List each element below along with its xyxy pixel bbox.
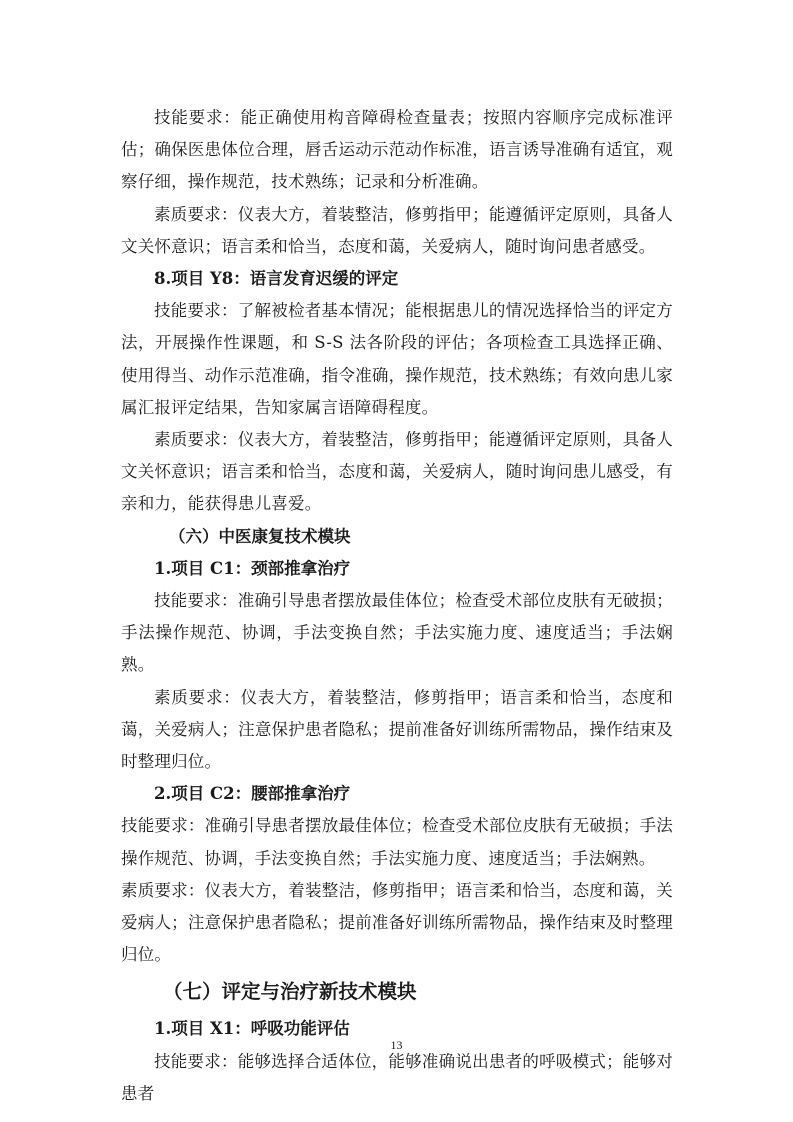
heading-item-y8: 8.项目 Y8：语言发育迟缓的评定 bbox=[154, 269, 399, 289]
paragraph-quality-requirements: 素质要求：仪表大方，着装整洁，修剪指甲；能遵循评定原则，具备人文关怀意识；语言柔和恰当，态度和蔼，关爱病人，随时询问患儿感受，有亲和力，能获得患儿喜爱。 bbox=[121, 430, 673, 514]
paragraph-skill-requirements: 技能要求：能正确使用构音障碍检查量表；按照内容顺序完成标准评估；确保医患体位合理，唇舌运动示范动作标准，语言诱导准确有适宜，观察仔细，操作规范，技术熟练；记录和分析准确。 bbox=[121, 108, 673, 192]
page-content bbox=[121, 102, 673, 1110]
section-heading-new-tech-module: （七）评定与治疗新技术模块 bbox=[163, 980, 417, 1004]
paragraph-skill-requirements: 技能要求：准确引导患者摆放最佳体位；检查受术部位皮肤有无破损；手法操作规范、协调，手法变换自然；手法实施力度、速度适当；手法娴熟。 bbox=[121, 816, 673, 868]
heading-item-c2: 2.项目 C2：腰部推拿治疗 bbox=[154, 784, 351, 804]
paragraph-skill-requirements: 技能要求：准确引导患者摆放最佳体位；检查受术部位皮肤有无破损；手法操作规范、协调，手法变换自然；手法实施力度、速度适当；手法娴熟。 bbox=[121, 591, 673, 675]
paragraph-quality-requirements: 素质要求：仪表大方，着装整洁，修剪指甲；语言柔和恰当，态度和蔼，关爱病人；注意保护患者隐私；提前准备好训练所需物品，操作结束及时整理归位。 bbox=[121, 880, 673, 965]
heading-item-c1: 1.项目 C1：颈部推拿治疗 bbox=[154, 558, 351, 578]
paragraph-skill-requirements: 技能要求：了解被检者基本情况；能根据患儿的情况选择恰当的评定方法，开展操作性课题，和 S-S 法各阶段的评估；各项检查工具选择正确、使用得当、动作示范准确，指令准确，操作规范，技术熟练；有效向患儿家属汇报评定结果，告知家属言语障碍程度。 bbox=[121, 301, 673, 417]
paragraph-skill-requirements: 技能要求：能够选择合适体位，能够准确说出患者的呼吸模式；能够对患者 bbox=[121, 1051, 673, 1103]
paragraph-quality-requirements: 素质要求：仪表大方，着装整洁，修剪指甲；能遵循评定原则，具备人文关怀意识；语言柔和恰当，态度和蔼，关爱病人，随时询问患者感受。 bbox=[121, 204, 673, 256]
heading-item-x1: 1.项目 X1：呼吸功能评估 bbox=[154, 1019, 350, 1039]
section-heading-tcm-module: （六）中医康复技术模块 bbox=[169, 526, 351, 546]
page-number: 13 bbox=[390, 1038, 403, 1052]
paragraph-quality-requirements: 素质要求：仪表大方，着装整洁，修剪指甲；语言柔和恰当，态度和蔼，关爱病人；注意保护患者隐私；提前准备好训练所需物品，操作结束及时整理归位。 bbox=[121, 687, 673, 772]
